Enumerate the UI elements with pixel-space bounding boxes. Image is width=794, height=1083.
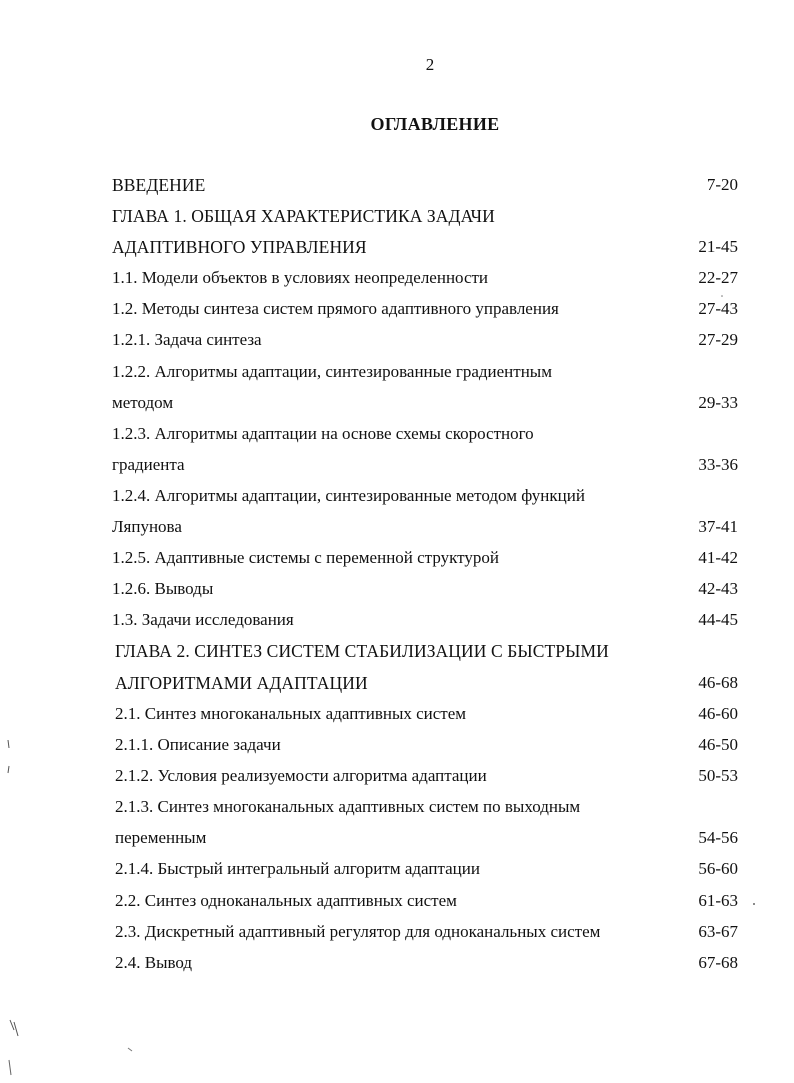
scan-speck xyxy=(721,295,723,297)
scan-speck xyxy=(10,1020,18,1036)
toc-entry-pages: 61-63 xyxy=(698,891,738,910)
scan-speck xyxy=(8,766,9,773)
toc-entry-text: АДАПТИВНОГО УПРАВЛЕНИЯ xyxy=(112,237,367,257)
toc-entry-pages: 33-36 xyxy=(698,455,738,474)
toc-entry-text: 1.2.2. Алгоритмы адаптации, синтезированные градиентным xyxy=(112,362,552,381)
toc-entry-text: ВВЕДЕНИЕ xyxy=(112,175,206,195)
toc-entry-text: АЛГОРИТМАМИ АДАПТАЦИИ xyxy=(115,673,368,693)
toc-entry-pages: 27-43 xyxy=(698,299,738,318)
toc-entry-pages: 63-67 xyxy=(698,922,738,941)
toc-entry-text: переменным xyxy=(115,828,207,847)
toc-entry-text: 1.2.5. Адаптивные системы с переменной структурой xyxy=(112,548,499,567)
toc-entry-text: 2.1.3. Синтез многоканальных адаптивных систем по выходным xyxy=(115,797,581,816)
toc-entry-text: 1.3. Задачи исследования xyxy=(112,610,294,629)
toc-entry-text: 1.1. Модели объектов в условиях неопределенности xyxy=(112,268,489,287)
toc-entry-pages: 67-68 xyxy=(698,953,738,972)
toc-entry-pages: 54-56 xyxy=(698,828,738,847)
toc-entry-text: 2.1. Синтез многоканальных адаптивных систем xyxy=(115,704,467,723)
toc-entry-pages: 7-20 xyxy=(706,175,738,194)
toc-entry-text: 1.2.1. Задача синтеза xyxy=(112,330,262,349)
toc-entry-text: 1.2.3. Алгоритмы адаптации на основе схемы скоростного xyxy=(112,424,534,443)
toc-entry-text: 2.4. Вывод xyxy=(115,953,193,972)
scan-speck xyxy=(753,903,755,905)
toc-entry-pages: 22-27 xyxy=(698,268,738,287)
toc-entry-text: 2.2. Синтез одноканальных адаптивных систем xyxy=(115,891,457,910)
toc-entry-text: методом xyxy=(112,393,174,412)
toc-entry-pages: 46-68 xyxy=(698,673,738,692)
page-title: ОГЛАВЛЕНИЕ xyxy=(370,114,500,134)
scan-speck xyxy=(8,740,9,748)
toc-entry-pages: 50-53 xyxy=(698,766,738,785)
toc-entry-text: ГЛАВА 1. ОБЩАЯ ХАРАКТЕРИСТИКА ЗАДАЧИ xyxy=(112,206,495,226)
toc-entry-pages: 29-33 xyxy=(698,393,738,412)
toc-entry-pages: 41-42 xyxy=(698,548,738,567)
toc-entry-pages: 44-45 xyxy=(698,610,738,629)
scan-speck xyxy=(128,1048,132,1051)
toc-entry-text: 1.2.4. Алгоритмы адаптации, синтезированные методом функций xyxy=(112,486,585,505)
toc-entry-text: 2.1.2. Условия реализуемости алгоритма адаптации xyxy=(115,766,487,785)
toc-entry-pages: 21-45 xyxy=(698,237,738,256)
toc-entry-text: ГЛАВА 2. СИНТЕЗ СИСТЕМ СТАБИЛИЗАЦИИ С БЫСТРЫМИ xyxy=(115,641,609,661)
toc-entry-text: градиента xyxy=(112,455,185,474)
toc-entry-pages: 27-29 xyxy=(698,330,738,349)
toc-entry-text: 2.1.4. Быстрый интегральный алгоритм адаптации xyxy=(115,859,480,878)
toc-entry-pages: 42-43 xyxy=(698,579,738,598)
toc-entry-text: 2.3. Дискретный адаптивный регулятор для одноканальных систем xyxy=(115,922,601,941)
toc-entry-pages: 46-50 xyxy=(698,735,738,754)
toc-entry-text: 1.2.6. Выводы xyxy=(112,579,214,598)
toc-entry-text: 2.1.1. Описание задачи xyxy=(115,735,281,754)
toc-entry-text: Ляпунова xyxy=(112,517,182,536)
toc-entry-text: 1.2. Методы синтеза систем прямого адаптивного управления xyxy=(112,299,559,318)
toc-entry-pages: 56-60 xyxy=(698,859,738,878)
toc-entry-pages: 37-41 xyxy=(698,517,738,536)
scan-speck xyxy=(9,1060,11,1075)
toc-entry-pages: 46-60 xyxy=(698,704,738,723)
page-number: 2 xyxy=(425,55,435,74)
